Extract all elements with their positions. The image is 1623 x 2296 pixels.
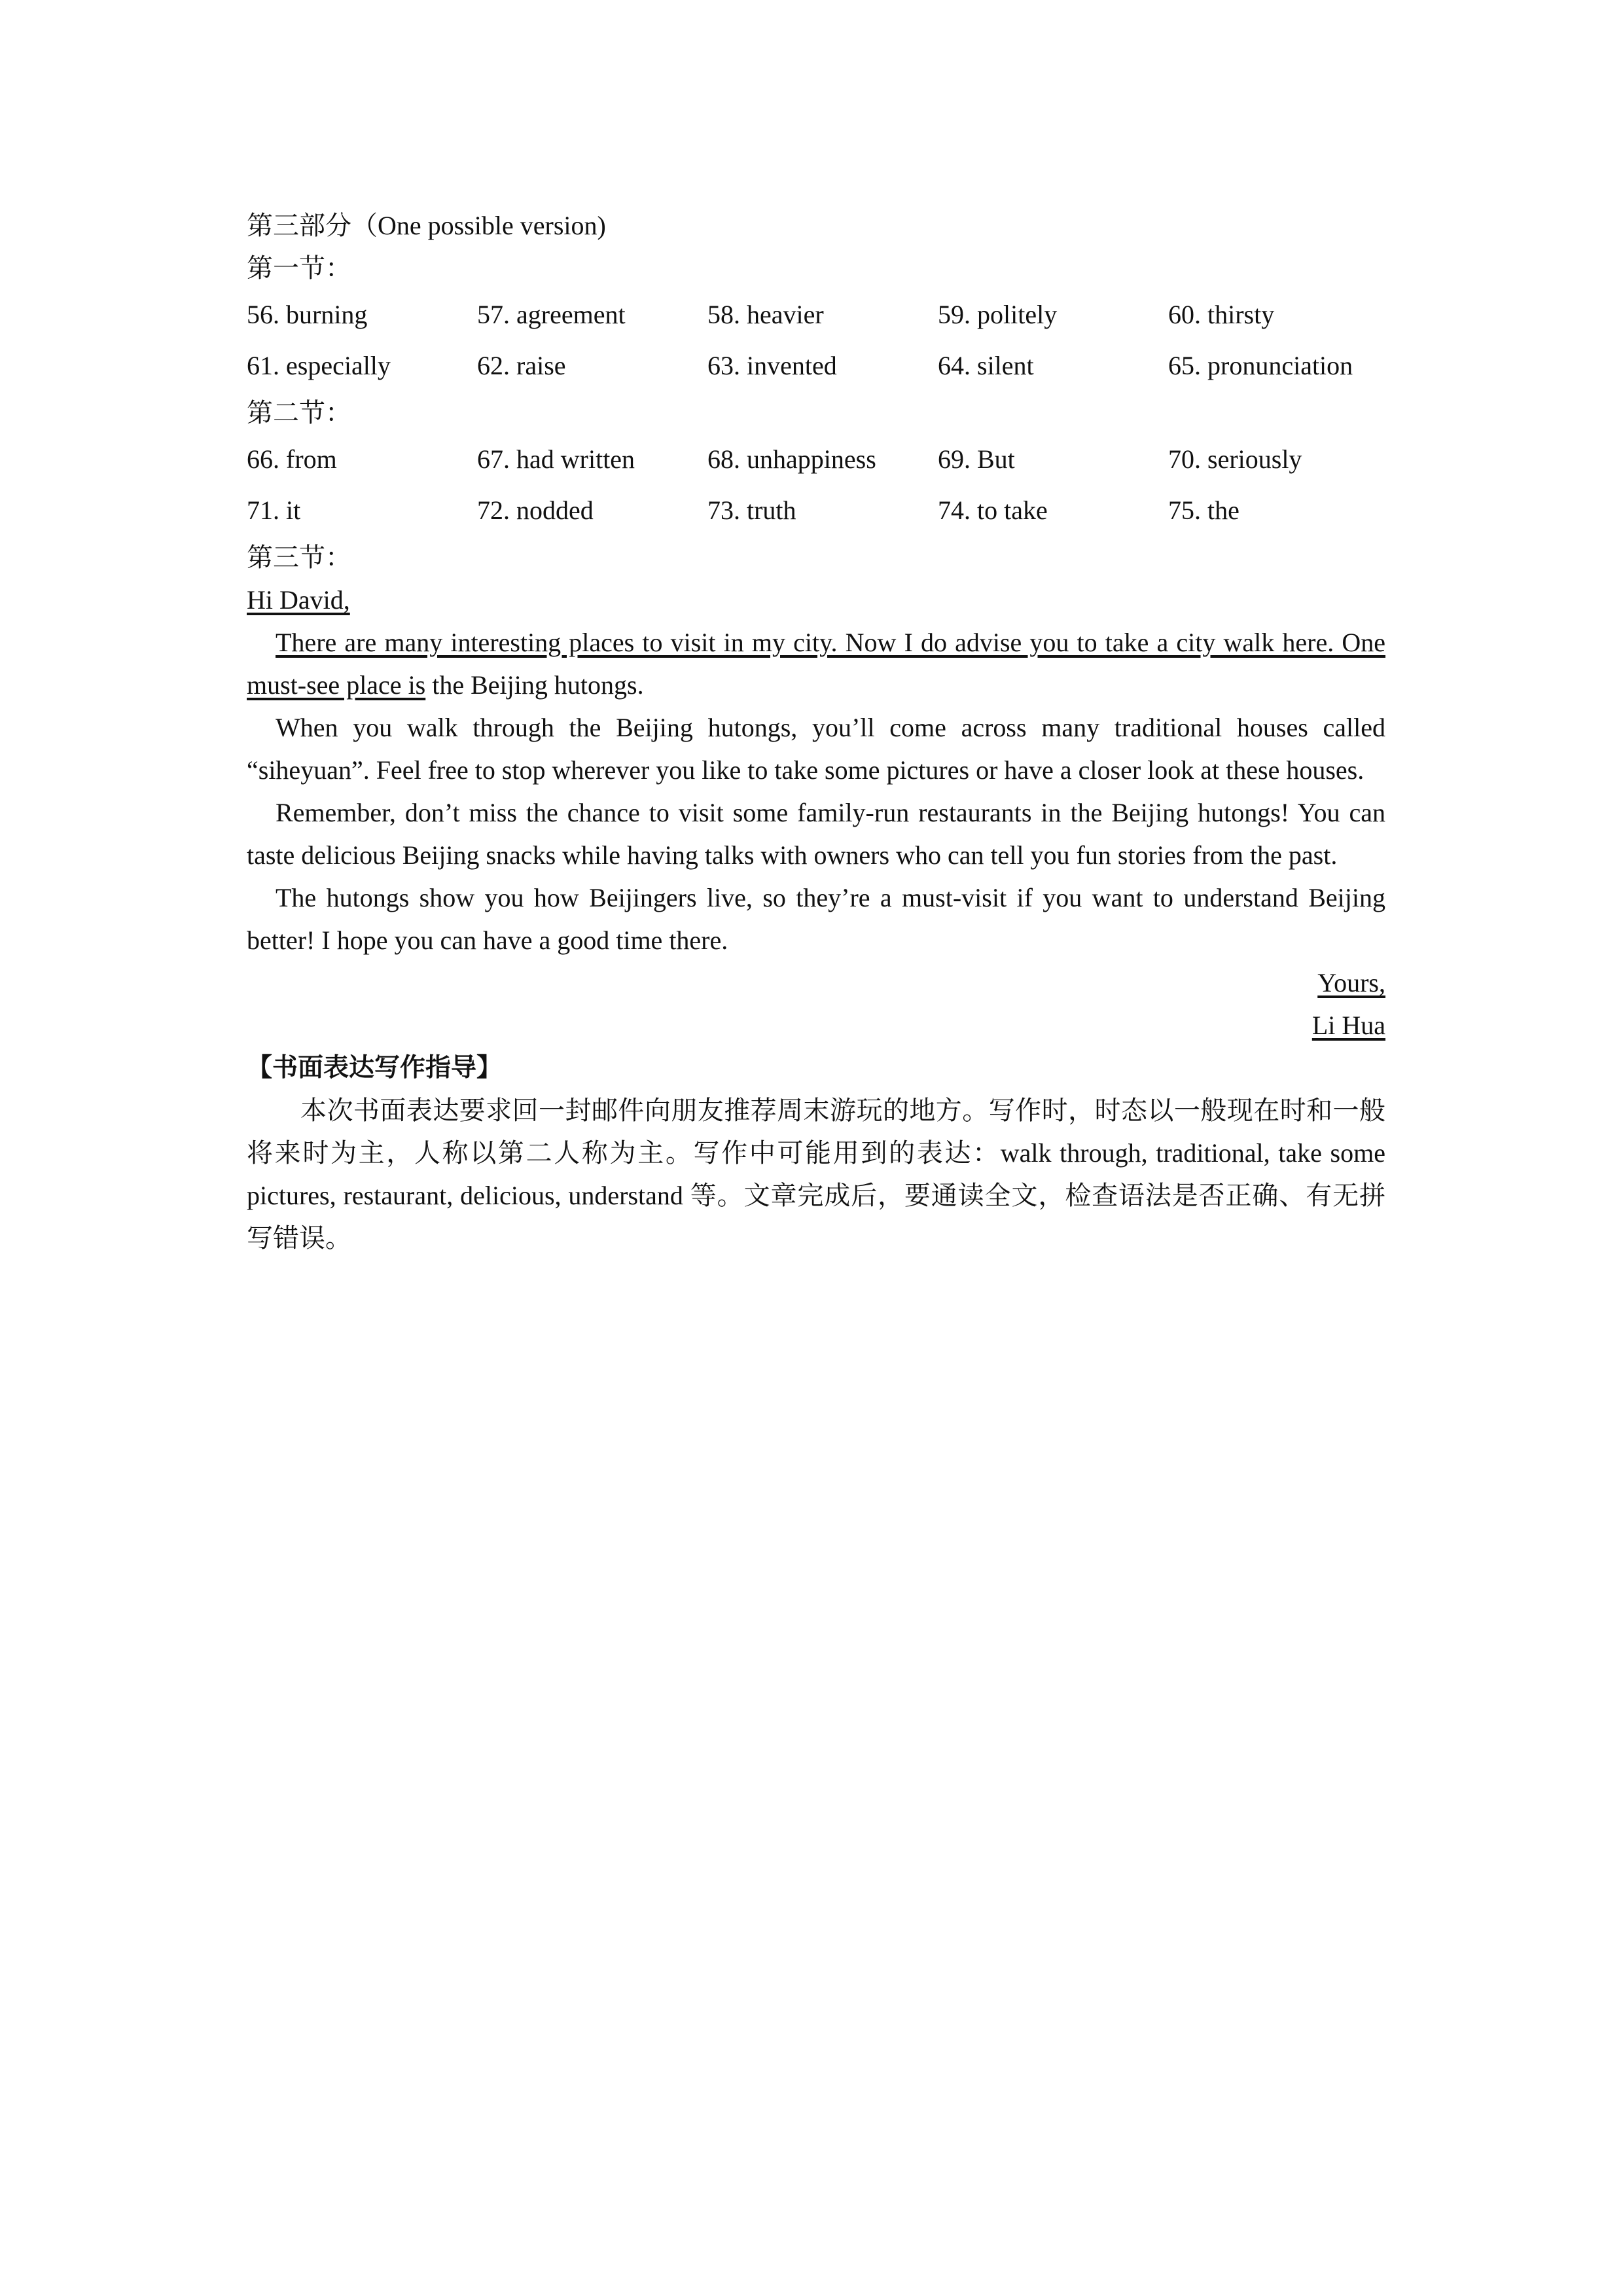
answer-item: 65. pronunciation — [1168, 351, 1353, 380]
answer-item: 58. heavier — [707, 300, 824, 329]
section1-answer-grid — [247, 289, 1385, 391]
answer-item: 68. unhappiness — [707, 444, 876, 474]
answer-item: 73. truth — [707, 495, 796, 525]
guide-heading: 【书面表达写作指导】 — [247, 1053, 503, 1083]
answer-item: 57. agreement — [477, 300, 626, 329]
letter-paragraph-1 — [247, 621, 1385, 706]
answer-item: 62. raise — [477, 351, 566, 380]
answer-item: 74. to take — [938, 495, 1048, 525]
answer-item: 56. burning — [247, 300, 368, 329]
letter-paragraph-4: The hutongs show you how Beijingers live, so they’re a must-visit if you want to understand Beijing better! I hope you can have a good time there. — [247, 883, 1385, 955]
answer-item: 64. silent — [938, 351, 1034, 380]
opening-rest: the Beijing hutongs. — [425, 670, 644, 700]
part3-title: 第三部分（One possible version) — [247, 211, 606, 240]
answer-item: 61. especially — [247, 351, 391, 380]
answer-item: 66. from — [247, 444, 337, 474]
closing-text: Yours, — [1317, 968, 1385, 997]
answer-item: 59. politely — [938, 300, 1058, 329]
section2-answer-grid — [247, 434, 1385, 536]
answer-item: 71. it — [247, 495, 301, 525]
letter-greeting: Hi David, — [247, 585, 350, 615]
letter-paragraph-3: Remember, don’t miss the chance to visit some family-run restaurants in the Beijing hutongs! You can taste delicious Beijing snacks while having talks with owners who can tell you fun stories from the past. — [247, 798, 1385, 870]
answer-item: 70. seriously — [1168, 444, 1302, 474]
letter-signature — [247, 1004, 1385, 1047]
answer-item: 63. invented — [707, 351, 837, 380]
letter-paragraph-2: When you walk through the Beijing hutongs, you’ll come across many traditional houses called “siheyuan”. Feel free to stop wherever you like to take some pictures or have a closer look at these houses. — [247, 713, 1385, 785]
section1-label: 第一节： — [247, 253, 351, 283]
signature-text: Li Hua — [1311, 1011, 1385, 1040]
document-page — [247, 204, 1385, 1259]
answer-item: 69. But — [938, 444, 1015, 474]
answer-item: 72. nodded — [477, 495, 594, 525]
section3-label: 第三节： — [247, 543, 351, 572]
answer-item: 67. had written — [477, 444, 635, 474]
section2-label: 第二节： — [247, 398, 351, 427]
guide-text: 本次书面表达要求回一封邮件向朋友推荐周末游玩的地方。写作时，时态以一般现在时和一般将来时为主，人称以第二人称为主。写作中可能用到的表达：walk through, traditional, take some pictures, restaurant, delicious, understand 等。文章完成后，要通读全文，检查语法是否正确、有无拼写错误。 — [247, 1096, 1385, 1253]
answer-item: 75. the — [1168, 495, 1240, 525]
underlined-opening: There are many interesting places to visit in my city. Now I do advise you to take a city walk here. One must-see place is — [247, 628, 1385, 700]
answer-item: 60. thirsty — [1168, 300, 1275, 329]
letter-closing — [247, 961, 1385, 1004]
